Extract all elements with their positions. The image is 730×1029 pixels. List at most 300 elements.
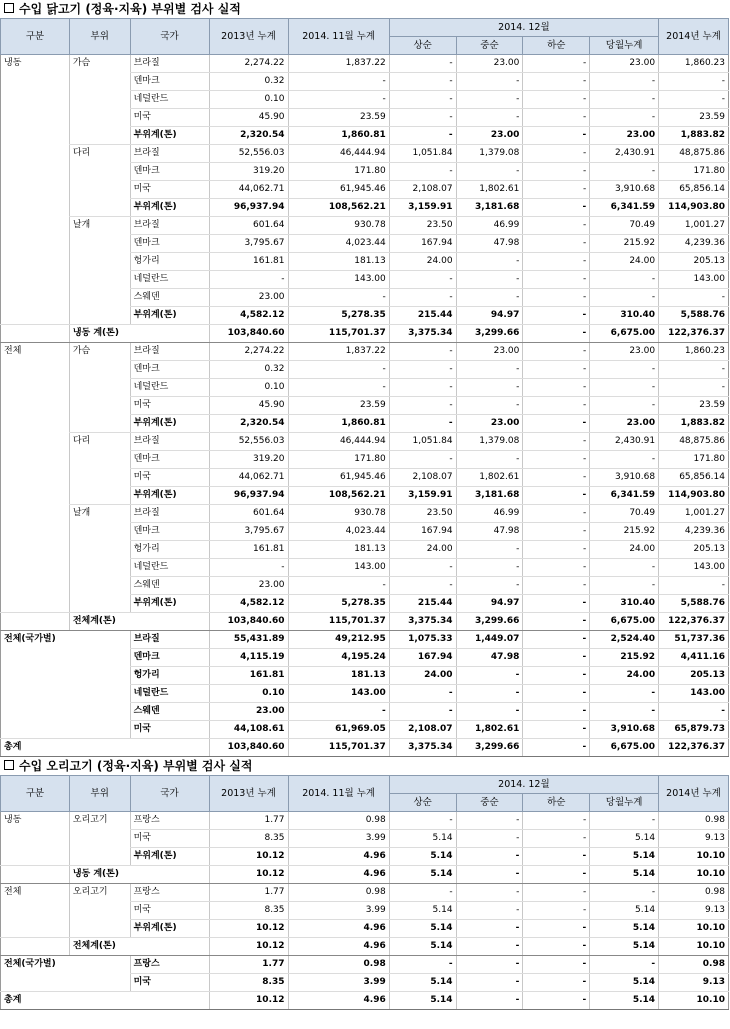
- dec-mid-cell: -: [456, 812, 523, 830]
- dec-mid-cell: -: [456, 938, 523, 956]
- header-buwi: 부위: [69, 19, 130, 55]
- dec-month-total-cell: 24.00: [590, 667, 659, 685]
- dec-month-total-cell: -: [590, 271, 659, 289]
- country-label: 브라질: [130, 343, 209, 361]
- dec-month-total-cell: 24.00: [590, 541, 659, 559]
- grand-total-row: [1, 992, 729, 1010]
- dec-month-total-cell: -: [590, 379, 659, 397]
- dec-month-total-cell: 5.14: [590, 830, 659, 848]
- country-label: 미국: [130, 974, 209, 992]
- header-2014-nov-total: 2014. 11월 누계: [288, 776, 389, 812]
- nov2014-cell: 171.80: [288, 163, 389, 181]
- country-label: 미국: [130, 721, 209, 739]
- y2013-cell: 8.35: [209, 902, 288, 920]
- dec-early-cell: -: [389, 127, 456, 145]
- header-late: 하순: [523, 37, 590, 55]
- country-label: 브라질: [130, 55, 209, 73]
- dec-early-cell: 24.00: [389, 541, 456, 559]
- nov2014-cell: 1,837.22: [288, 55, 389, 73]
- dec-month-total-cell: 70.49: [590, 505, 659, 523]
- y2014-cell: 122,376.37: [659, 739, 729, 757]
- dec-mid-cell: -: [456, 541, 523, 559]
- dec-late-cell: -: [523, 253, 590, 271]
- group-total-spacer: [1, 938, 70, 956]
- dec-early-cell: 3,159.91: [389, 487, 456, 505]
- y2014-cell: 0.98: [659, 956, 729, 974]
- y2014-cell: 10.10: [659, 938, 729, 956]
- y2013-cell: 55,431.89: [209, 631, 288, 649]
- nov2014-cell: 4,023.44: [288, 523, 389, 541]
- header-country: 국가: [130, 19, 209, 55]
- nov2014-cell: -: [288, 379, 389, 397]
- y2014-cell: 51,737.36: [659, 631, 729, 649]
- dec-late-cell: -: [523, 685, 590, 703]
- country-label: 프랑스: [130, 812, 209, 830]
- subtotal-label: 부위계(톤): [130, 127, 209, 145]
- grand-total-row: [1, 739, 729, 757]
- part-label: 오리고기: [69, 812, 130, 866]
- dec-early-cell: 5.14: [389, 902, 456, 920]
- dec-early-cell: -: [389, 703, 456, 721]
- country-group-label: 전체(국가별): [1, 956, 131, 992]
- y2014-cell: 1,883.82: [659, 415, 729, 433]
- country-label: 브라질: [130, 433, 209, 451]
- y2013-cell: 161.81: [209, 253, 288, 271]
- y2013-cell: 2,274.22: [209, 343, 288, 361]
- y2014-cell: 4,411.16: [659, 649, 729, 667]
- dec-late-cell: -: [523, 343, 590, 361]
- dec-mid-cell: 3,181.68: [456, 487, 523, 505]
- y2013-cell: 3,795.67: [209, 523, 288, 541]
- dec-mid-cell: -: [456, 992, 523, 1010]
- nov2014-cell: 930.78: [288, 217, 389, 235]
- dec-late-cell: -: [523, 974, 590, 992]
- y2014-cell: 171.80: [659, 163, 729, 181]
- y2013-cell: 2,320.54: [209, 127, 288, 145]
- dec-month-total-cell: 310.40: [590, 595, 659, 613]
- group-total-row: [1, 866, 729, 884]
- dec-early-cell: -: [389, 451, 456, 469]
- y2013-cell: 4,582.12: [209, 307, 288, 325]
- nov2014-cell: 46,444.94: [288, 145, 389, 163]
- dec-month-total-cell: 23.00: [590, 343, 659, 361]
- y2014-cell: 1,860.23: [659, 55, 729, 73]
- dec-early-cell: -: [389, 397, 456, 415]
- dec-late-cell: -: [523, 469, 590, 487]
- dec-mid-cell: -: [456, 163, 523, 181]
- y2013-cell: -: [209, 271, 288, 289]
- y2013-cell: 103,840.60: [209, 739, 288, 757]
- dec-early-cell: -: [389, 956, 456, 974]
- y2014-cell: -: [659, 703, 729, 721]
- section-title: [0, 757, 730, 775]
- country-label: 덴마크: [130, 649, 209, 667]
- dec-mid-cell: 23.00: [456, 55, 523, 73]
- dec-month-total-cell: -: [590, 397, 659, 415]
- group-label: 전체: [1, 343, 70, 613]
- section-title-text: 수입 닭고기 (정육·지육) 부위별 검사 실적: [19, 2, 241, 16]
- country-label: 미국: [130, 109, 209, 127]
- group-total-label: 냉동 계(톤): [69, 866, 209, 884]
- y2013-cell: 44,062.71: [209, 181, 288, 199]
- dec-late-cell: -: [523, 559, 590, 577]
- nov2014-cell: 4.96: [288, 920, 389, 938]
- dec-early-cell: 23.50: [389, 505, 456, 523]
- dec-mid-cell: -: [456, 974, 523, 992]
- y2013-cell: 96,937.94: [209, 487, 288, 505]
- nov2014-cell: 4,195.24: [288, 649, 389, 667]
- dec-mid-cell: -: [456, 920, 523, 938]
- y2014-cell: -: [659, 73, 729, 91]
- y2014-cell: 65,879.73: [659, 721, 729, 739]
- y2013-cell: 44,062.71: [209, 469, 288, 487]
- dec-late-cell: -: [523, 235, 590, 253]
- y2013-cell: 52,556.03: [209, 433, 288, 451]
- dec-month-total-cell: 2,430.91: [590, 433, 659, 451]
- dec-late-cell: -: [523, 595, 590, 613]
- dec-mid-cell: 23.00: [456, 415, 523, 433]
- header-gubun: 구분: [1, 776, 70, 812]
- dec-late-cell: -: [523, 703, 590, 721]
- dec-month-total-cell: 3,910.68: [590, 721, 659, 739]
- dec-month-total-cell: 6,341.59: [590, 487, 659, 505]
- dec-early-cell: -: [389, 91, 456, 109]
- y2013-cell: 8.35: [209, 974, 288, 992]
- nov2014-cell: 23.59: [288, 397, 389, 415]
- y2014-cell: 122,376.37: [659, 325, 729, 343]
- dec-mid-cell: -: [456, 830, 523, 848]
- header-early: 상순: [389, 37, 456, 55]
- y2014-cell: 23.59: [659, 109, 729, 127]
- dec-month-total-cell: 5.14: [590, 866, 659, 884]
- nov2014-cell: 23.59: [288, 109, 389, 127]
- dec-late-cell: -: [523, 271, 590, 289]
- subtotal-label: 부위계(톤): [130, 595, 209, 613]
- dec-late-cell: -: [523, 848, 590, 866]
- country-label: 덴마크: [130, 235, 209, 253]
- dec-month-total-cell: -: [590, 361, 659, 379]
- y2014-cell: 10.10: [659, 920, 729, 938]
- dec-month-total-cell: -: [590, 703, 659, 721]
- dec-late-cell: -: [523, 631, 590, 649]
- dec-month-total-cell: -: [590, 812, 659, 830]
- header-month-total: 당월누계: [590, 794, 659, 812]
- dec-late-cell: -: [523, 145, 590, 163]
- header-gubun: 구분: [1, 19, 70, 55]
- part-label: 다리: [69, 433, 130, 505]
- country-label: 헝가리: [130, 541, 209, 559]
- y2014-cell: 9.13: [659, 974, 729, 992]
- dec-month-total-cell: 215.92: [590, 649, 659, 667]
- y2014-cell: 9.13: [659, 902, 729, 920]
- y2014-cell: 122,376.37: [659, 613, 729, 631]
- y2013-cell: 10.12: [209, 848, 288, 866]
- nov2014-cell: 171.80: [288, 451, 389, 469]
- dec-mid-cell: 3,299.66: [456, 325, 523, 343]
- y2013-cell: 8.35: [209, 830, 288, 848]
- dec-early-cell: -: [389, 812, 456, 830]
- nov2014-cell: -: [288, 361, 389, 379]
- y2014-cell: 48,875.86: [659, 145, 729, 163]
- y2014-cell: 143.00: [659, 271, 729, 289]
- dec-late-cell: -: [523, 956, 590, 974]
- nov2014-cell: 3.99: [288, 830, 389, 848]
- dec-mid-cell: -: [456, 703, 523, 721]
- dec-month-total-cell: -: [590, 956, 659, 974]
- dec-mid-cell: 1,802.61: [456, 721, 523, 739]
- header-buwi: 부위: [69, 776, 130, 812]
- nov2014-cell: 1,860.81: [288, 415, 389, 433]
- y2013-cell: 103,840.60: [209, 613, 288, 631]
- nov2014-cell: 49,212.95: [288, 631, 389, 649]
- dec-mid-cell: -: [456, 884, 523, 902]
- dec-early-cell: -: [389, 361, 456, 379]
- dec-late-cell: -: [523, 721, 590, 739]
- y2014-cell: 114,903.80: [659, 199, 729, 217]
- dec-early-cell: 167.94: [389, 649, 456, 667]
- nov2014-cell: 4.96: [288, 866, 389, 884]
- dec-early-cell: -: [389, 577, 456, 595]
- country-label: 브라질: [130, 145, 209, 163]
- dec-early-cell: -: [389, 559, 456, 577]
- y2013-cell: 1.77: [209, 812, 288, 830]
- country-label: 네덜란드: [130, 91, 209, 109]
- nov2014-cell: -: [288, 703, 389, 721]
- dec-late-cell: -: [523, 91, 590, 109]
- nov2014-cell: 4.96: [288, 938, 389, 956]
- nov2014-cell: -: [288, 73, 389, 91]
- y2013-cell: 10.12: [209, 866, 288, 884]
- y2014-cell: 23.59: [659, 397, 729, 415]
- group-total-row: [1, 938, 729, 956]
- nov2014-cell: 3.99: [288, 974, 389, 992]
- group-label: 전체: [1, 884, 70, 938]
- header-month-total: 당월누계: [590, 37, 659, 55]
- dec-mid-cell: 3,299.66: [456, 613, 523, 631]
- dec-month-total-cell: -: [590, 559, 659, 577]
- header-row: [1, 776, 729, 794]
- table-header: [1, 776, 729, 812]
- y2013-cell: 1.77: [209, 956, 288, 974]
- y2014-cell: 65,856.14: [659, 181, 729, 199]
- dec-month-total-cell: 5.14: [590, 974, 659, 992]
- country-label: 브라질: [130, 217, 209, 235]
- dec-late-cell: -: [523, 487, 590, 505]
- table-row: [1, 505, 729, 523]
- dec-late-cell: -: [523, 127, 590, 145]
- y2013-cell: 161.81: [209, 541, 288, 559]
- dec-month-total-cell: -: [590, 73, 659, 91]
- group-total-label: 냉동 계(톤): [69, 325, 209, 343]
- dec-month-total-cell: -: [590, 577, 659, 595]
- nov2014-cell: 0.98: [288, 956, 389, 974]
- subtotal-label: 부위계(톤): [130, 415, 209, 433]
- dec-mid-cell: -: [456, 902, 523, 920]
- nov2014-cell: 115,701.37: [288, 739, 389, 757]
- dec-late-cell: -: [523, 866, 590, 884]
- dec-month-total-cell: 23.00: [590, 55, 659, 73]
- nov2014-cell: 0.98: [288, 884, 389, 902]
- header-2014-dec: 2014. 12월: [389, 776, 658, 794]
- dec-mid-cell: 94.97: [456, 595, 523, 613]
- y2014-cell: 65,856.14: [659, 469, 729, 487]
- y2014-cell: -: [659, 379, 729, 397]
- table-row: [1, 343, 729, 361]
- nov2014-cell: 143.00: [288, 271, 389, 289]
- dec-mid-cell: -: [456, 685, 523, 703]
- y2013-cell: 319.20: [209, 451, 288, 469]
- dec-late-cell: -: [523, 199, 590, 217]
- header-2014-total: 2014년 누계: [659, 19, 729, 55]
- y2013-cell: 161.81: [209, 667, 288, 685]
- dec-early-cell: 5.14: [389, 938, 456, 956]
- dec-early-cell: 1,051.84: [389, 145, 456, 163]
- dec-late-cell: -: [523, 992, 590, 1010]
- y2014-cell: 1,883.82: [659, 127, 729, 145]
- dec-month-total-cell: 24.00: [590, 253, 659, 271]
- dec-early-cell: 2,108.07: [389, 721, 456, 739]
- y2013-cell: 0.10: [209, 91, 288, 109]
- square-bullet-icon: [4, 3, 14, 13]
- dec-early-cell: -: [389, 884, 456, 902]
- country-label: 미국: [130, 397, 209, 415]
- country-label: 덴마크: [130, 163, 209, 181]
- nov2014-cell: 61,945.46: [288, 181, 389, 199]
- dec-mid-cell: 47.98: [456, 649, 523, 667]
- dec-month-total-cell: -: [590, 884, 659, 902]
- dec-mid-cell: -: [456, 271, 523, 289]
- dec-late-cell: -: [523, 55, 590, 73]
- dec-early-cell: 1,075.33: [389, 631, 456, 649]
- y2014-cell: -: [659, 577, 729, 595]
- dec-late-cell: -: [523, 613, 590, 631]
- country-label: 네덜란드: [130, 685, 209, 703]
- dec-early-cell: -: [389, 289, 456, 307]
- dec-month-total-cell: -: [590, 109, 659, 127]
- y2014-cell: -: [659, 91, 729, 109]
- country-label: 덴마크: [130, 361, 209, 379]
- dec-early-cell: 167.94: [389, 235, 456, 253]
- dec-mid-cell: -: [456, 361, 523, 379]
- nov2014-cell: 181.13: [288, 667, 389, 685]
- y2014-cell: 205.13: [659, 541, 729, 559]
- dec-early-cell: 24.00: [389, 253, 456, 271]
- dec-late-cell: -: [523, 289, 590, 307]
- country-label: 네덜란드: [130, 379, 209, 397]
- y2013-cell: 23.00: [209, 703, 288, 721]
- dec-month-total-cell: 23.00: [590, 127, 659, 145]
- header-2013-total: 2013년 누계: [209, 776, 288, 812]
- country-label: 미국: [130, 902, 209, 920]
- y2013-cell: 601.64: [209, 217, 288, 235]
- table-header: [1, 19, 729, 55]
- dec-early-cell: 5.14: [389, 974, 456, 992]
- dec-late-cell: -: [523, 523, 590, 541]
- dec-mid-cell: -: [456, 253, 523, 271]
- dec-early-cell: 3,375.34: [389, 325, 456, 343]
- nov2014-cell: 46,444.94: [288, 433, 389, 451]
- dec-month-total-cell: 70.49: [590, 217, 659, 235]
- y2013-cell: 52,556.03: [209, 145, 288, 163]
- header-early: 상순: [389, 794, 456, 812]
- nov2014-cell: -: [288, 91, 389, 109]
- dec-mid-cell: 47.98: [456, 523, 523, 541]
- grand-total-label: 총계: [1, 992, 210, 1010]
- nov2014-cell: 61,969.05: [288, 721, 389, 739]
- dec-month-total-cell: 5.14: [590, 920, 659, 938]
- nov2014-cell: 108,562.21: [288, 199, 389, 217]
- country-label: 미국: [130, 181, 209, 199]
- dec-mid-cell: -: [456, 667, 523, 685]
- y2014-cell: 1,860.23: [659, 343, 729, 361]
- dec-month-total-cell: 6,675.00: [590, 613, 659, 631]
- dec-month-total-cell: 6,341.59: [590, 199, 659, 217]
- dec-month-total-cell: 5.14: [590, 938, 659, 956]
- dec-early-cell: 2,108.07: [389, 469, 456, 487]
- dec-month-total-cell: 310.40: [590, 307, 659, 325]
- dec-late-cell: -: [523, 541, 590, 559]
- dec-early-cell: 5.14: [389, 866, 456, 884]
- header-2014-total: 2014년 누계: [659, 776, 729, 812]
- dec-late-cell: -: [523, 163, 590, 181]
- dec-month-total-cell: 6,675.00: [590, 325, 659, 343]
- dec-mid-cell: -: [456, 559, 523, 577]
- dec-mid-cell: 3,299.66: [456, 739, 523, 757]
- group-total-spacer: [1, 613, 70, 631]
- dec-early-cell: 215.44: [389, 595, 456, 613]
- dec-mid-cell: -: [456, 451, 523, 469]
- dec-early-cell: 5.14: [389, 830, 456, 848]
- country-label: 미국: [130, 830, 209, 848]
- country-label: 헝가리: [130, 253, 209, 271]
- nov2014-cell: 4,023.44: [288, 235, 389, 253]
- y2013-cell: 0.10: [209, 685, 288, 703]
- inspection-table: [0, 775, 729, 1010]
- y2013-cell: 1.77: [209, 884, 288, 902]
- dec-early-cell: -: [389, 271, 456, 289]
- country-label: 헝가리: [130, 667, 209, 685]
- dec-mid-cell: -: [456, 577, 523, 595]
- dec-late-cell: -: [523, 415, 590, 433]
- country-label: 스웨덴: [130, 577, 209, 595]
- nov2014-cell: 5,278.35: [288, 595, 389, 613]
- country-label: 프랑스: [130, 956, 209, 974]
- part-label: 가슴: [69, 55, 130, 145]
- dec-late-cell: -: [523, 649, 590, 667]
- y2014-cell: 0.98: [659, 812, 729, 830]
- group-total-label: 전체계(톤): [69, 613, 209, 631]
- dec-month-total-cell: 3,910.68: [590, 469, 659, 487]
- dec-early-cell: 3,375.34: [389, 739, 456, 757]
- nov2014-cell: 4.96: [288, 992, 389, 1010]
- dec-mid-cell: 23.00: [456, 127, 523, 145]
- dec-early-cell: 24.00: [389, 667, 456, 685]
- country-group-label: 전체(국가별): [1, 631, 131, 739]
- dec-month-total-cell: 5.14: [590, 902, 659, 920]
- country-label: 브라질: [130, 505, 209, 523]
- part-label: 오리고기: [69, 884, 130, 938]
- dec-early-cell: 215.44: [389, 307, 456, 325]
- group-label: 냉동: [1, 55, 70, 325]
- y2013-cell: 103,840.60: [209, 325, 288, 343]
- nov2014-cell: 930.78: [288, 505, 389, 523]
- dec-early-cell: -: [389, 55, 456, 73]
- subtotal-label: 부위계(톤): [130, 307, 209, 325]
- y2013-cell: 10.12: [209, 992, 288, 1010]
- dec-mid-cell: 1,449.07: [456, 631, 523, 649]
- country-label: 스웨덴: [130, 703, 209, 721]
- y2014-cell: 10.10: [659, 992, 729, 1010]
